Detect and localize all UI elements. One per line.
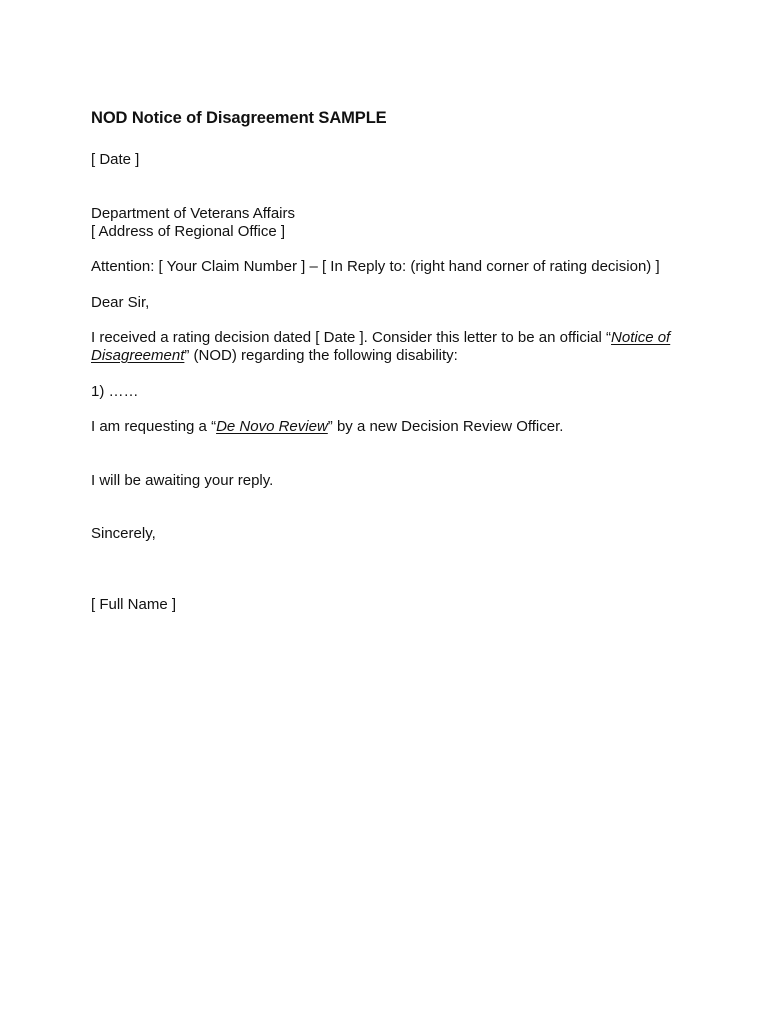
recipient-line-1: Department of Veterans Affairs [91, 205, 296, 222]
closing: Sincerely, [91, 525, 156, 542]
de-novo-review-emphasis: De Novo Review [216, 418, 328, 435]
list-item-1: 1) …… [91, 383, 139, 400]
salutation: Dear Sir, [91, 294, 150, 311]
paragraph-1-line-2 [91, 347, 458, 365]
paragraph-1-text-b: ” (NOD) regarding the following disability: [184, 347, 458, 364]
notice-of-emphasis: Notice of [611, 329, 671, 346]
paragraph-2 [91, 418, 563, 436]
awaiting-reply: I will be awaiting your reply. [91, 472, 274, 489]
signature-name: [ Full Name ] [91, 596, 177, 613]
paragraph-1-text-a: I received a rating decision dated [ Date ]. Consider this letter to be an official “ [91, 329, 612, 346]
paragraph-1-line-1 [91, 329, 670, 347]
paragraph-2-text-a: I am requesting a “ [91, 418, 217, 435]
attention-line: Attention: [ Your Claim Number ] – [ In Reply to: (right hand corner of rating decision) ] [91, 258, 660, 275]
document-title: NOD Notice of Disagreement SAMPLE [91, 109, 387, 127]
recipient-line-2: [ Address of Regional Office ] [91, 223, 285, 240]
paragraph-2-text-b: ” by a new Decision Review Officer. [327, 418, 564, 435]
date-placeholder: [ Date ] [91, 151, 140, 168]
disagreement-emphasis: Disagreement [91, 347, 185, 364]
